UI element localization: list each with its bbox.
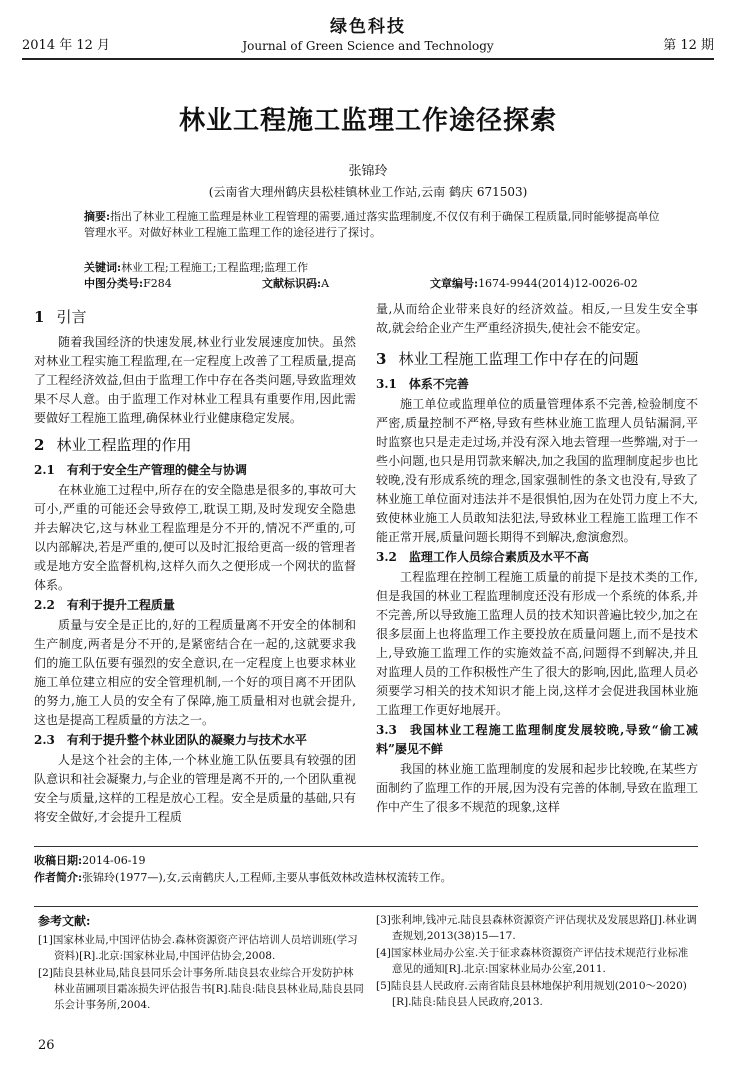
section-heading: 2 林业工程监理的作用 xyxy=(34,436,192,454)
paragraph: 质量与安全是正比的,好的工程质量离不开安全的体制和生产制度,两者是分不开的,是紧密结合在一起的,这就要求我们的施工队伍要有强烈的安全意识,在一定程度上也要求林业施工单位建立相应的安全管理机制,一个好的项目离不开团队的努力,施工人员的安全有了保障,施工质量相对也就会提升,这也是提高工程质量的方法之一。 xyxy=(34,618,356,727)
paragraph: 在林业施工过程中,所存在的安全隐患是很多的,事故可大可小,严重的可能还会导致停工,耽误工期,及时发现安全隐患并去解决它,这与林业工程监理是分不开的,情况不严重的,可以内部解决,若是严重的,便可以及时汇报给更高一级的管理者或是地方安全监督机构,这样久而久之便形成一个网状的监督体系。 xyxy=(34,483,356,592)
abstract-label: 摘要: xyxy=(84,210,111,223)
paper-title: 林业工程施工监理工作途径探索 xyxy=(178,106,557,136)
doc-code-label: 文献标识码: xyxy=(262,277,322,290)
references-left xyxy=(38,932,364,1014)
journal-name-en: Journal of Green Science and Technology xyxy=(242,39,494,53)
subsection-heading: 2.1 有利于安全生产管理的健全与协调 xyxy=(34,463,247,477)
subsection-heading: 2.3 有利于提升整个林业团队的凝聚力与技术水平 xyxy=(34,733,307,747)
footnote-divider xyxy=(34,846,698,847)
keywords-text: 林业工程;工程施工;工程监理;监理工作 xyxy=(121,261,309,274)
clc-label: 中图分类号: xyxy=(84,277,144,290)
body-left-column xyxy=(34,300,356,827)
footnotes xyxy=(34,852,698,886)
article-no-value: 1674-9944(2014)12-0026-02 xyxy=(478,277,638,290)
subsection-heading: 3.3 我国林业工程施工监理制度发展较晚,导致“偷工减料”屡见不鲜 xyxy=(376,723,698,756)
running-header xyxy=(22,8,714,60)
subsection-heading: 3.1 体系不完善 xyxy=(376,377,469,391)
paragraph: 人是这个社会的主体,一个林业施工队伍要具有较强的团队意识和社会凝聚力,与企业的管理是离不开的,一个团队重视安全与质量,这样的工程是放心工程。安全是质量的基础,只有将安全做好,才会提升工程质 xyxy=(34,753,356,824)
author-bio: 作者简介:张锦玲(1977—),女,云南鹤庆人,工程师,主要从事低效林改造林权流转工作。 xyxy=(34,871,452,884)
section-heading: 1 引言 xyxy=(34,308,87,326)
paragraph: 量,从而给企业带来良好的经济效益。相反,一旦发生安全事故,就会给企业产生严重经济损失,使社会不能安定。 xyxy=(376,302,698,335)
reference-item: [4]国家林业局办公室.关于征求森林资源资产评估技术规范行业标准意见的通知[R].北京:国家林业局办公室,2011. xyxy=(376,947,689,975)
references-divider xyxy=(34,906,698,907)
subsection-heading: 3.2 监理工作人员综合素质及水平不高 xyxy=(376,550,589,564)
keywords-row xyxy=(84,260,664,276)
journal-name-cn: 绿色科技 xyxy=(330,17,406,37)
references-heading: 参考文献: xyxy=(38,914,91,928)
paragraph: 施工单位或监理单位的质量管理体系不完善,检验制度不严密,质量控制不严格,导致有些林业施工监理人员钻漏洞,平时监察也只是走走过场,并没有深入地去管理一些弊端,对于一些小问题,也只是用罚款来解决,加之我国的监理制度起步也比较晚,没有形成系统的理念,国家强制性的条文也没有,导致了林业施工单位面对违法并不是很惧怕,因为在处罚力度上不大,致使林业施工人员敢知法犯法,导致林业工程施工监理工作不能正常开展,质量问题长期得不到解决,愈演愈烈。 xyxy=(376,397,698,544)
article-metadata xyxy=(84,260,664,292)
author-affiliation: (云南省大理州鹤庆县松桂镇林业工作站,云南 鹤庆 671503) xyxy=(208,185,528,199)
header-issue: 第 12 期 xyxy=(663,38,714,53)
reference-item: [2]陆良县林业局,陆良县同乐会计事务所.陆良县农业综合开发防护林林业苗圃项目霜冻损失评估报告书[R].陆良:陆良县林业局,陆良县同乐会计事务所,2004. xyxy=(38,967,364,1011)
section-heading: 3 林业工程施工监理工作中存在的问题 xyxy=(376,350,639,368)
author-name: 张锦玲 xyxy=(348,164,388,179)
reference-item: [1]国家林业局,中国评估协会.森林资源资产评估培训人员培训班(学习资料)[R].北京:国家林业局,中国评估协会,2008. xyxy=(38,934,358,962)
reference-item: [5]陆良县人民政府.云南省陆良县林地保护利用规划(2010～2020)[R].陆良:陆良县人民政府,2013. xyxy=(376,980,687,1008)
article-no-label: 文章编号: xyxy=(430,277,479,290)
journal-masthead xyxy=(22,12,714,53)
clc-value: F284 xyxy=(143,277,172,290)
abstract-text: 指出了林业工程施工监理是林业工程管理的需要,通过落实监理制度,不仅仅有利于确保工程质量,同时能够提高单位管理水平。对做好林业工程施工监理工作的途径进行了探讨。 xyxy=(84,210,660,239)
received-date: 收稿日期:2014-06-19 xyxy=(34,854,146,867)
doc-code-value: A xyxy=(321,277,330,290)
abstract xyxy=(84,209,664,241)
page-number: 26 xyxy=(38,1038,55,1053)
paragraph: 我国的林业施工监理制度的发展和起步比较晚,在某些方面制约了监理工作的开展,因为没有完善的体制,导致在监理工作中产生了很多不规范的现象,这样 xyxy=(376,762,698,814)
paragraph: 随着我国经济的快速发展,林业行业发展速度加快。虽然对林业工程实施工程监理,在一定程度上改善了工程质量,提高了工程经济效益,但由于监理工作中存在各类问题,导致监理效果不尽人意。由于监理工作对林业工程具有重要作用,因此需要做好工程施工监理,确保林业行业健康稳定发展。 xyxy=(34,335,356,425)
references-right xyxy=(376,912,698,1011)
header-date: 2014 年 12 月 xyxy=(22,38,111,53)
keywords-label: 关键词: xyxy=(84,261,122,274)
body-right-column xyxy=(376,300,698,817)
paragraph: 工程监理在控制工程施工质量的前提下是技术类的工作,但是我国的林业工程监理制度还没有形成一个系统的体系,并不完善,所以导致施工监理人员的技术知识普遍比较少,加之在很多层面上也将监理工作主要投放在质量问题上,而不是技术上,导致施工监理工作的实施效益不高,问题得不到解决,并且对监理人员的工作积极性产生了很大的影响,因此,监理人员必须要学习相关的技术知识才能上岗,这样才会促进我国林业施工监理工作更好地展开。 xyxy=(376,570,698,717)
reference-item: [3]张利坤,钱冲元.陆良县森林资源资产评估现状及发展思路[J].林业调查规划,2013(38)15—17. xyxy=(376,914,697,942)
classification-row xyxy=(84,276,664,292)
subsection-heading: 2.2 有利于提升工程质量 xyxy=(34,598,175,612)
